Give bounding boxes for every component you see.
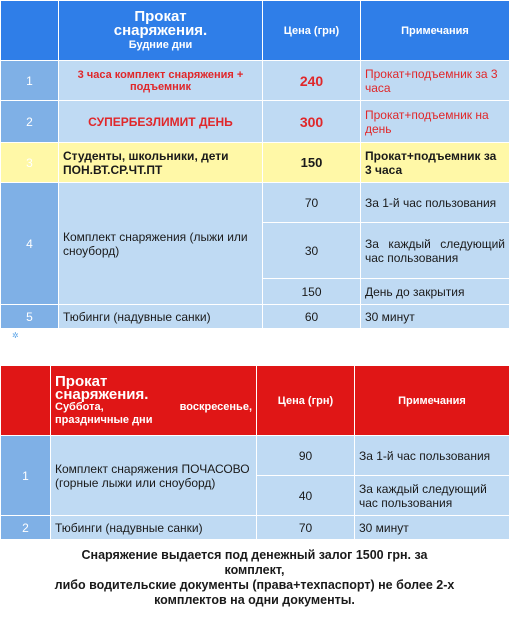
item-note: За 1-й час пользования [355, 436, 509, 476]
item-note: Прокат+подъемник за 3 часа [361, 143, 509, 183]
item-price: 90 [257, 436, 355, 476]
item-note: 30 минут [355, 516, 509, 540]
snowflake-icon: ✲ [12, 331, 19, 340]
deposit-line4: комплектов на одни документы. [154, 593, 355, 607]
table-row [1, 516, 509, 540]
row-number: 5 [1, 305, 59, 329]
item-price: 300 [263, 101, 361, 143]
item-name: Студенты, школьники, дети ПОН.ВТ.СР.ЧТ.ПТ [59, 143, 263, 183]
weekday-title [59, 1, 263, 61]
item-price: 240 [263, 61, 361, 101]
deposit-note [0, 548, 509, 608]
item-price: 150 [263, 143, 361, 183]
weekend-title [51, 366, 257, 436]
deposit-line2: комплект, [224, 563, 285, 577]
col-notes-header: Примечания [361, 1, 509, 61]
item-note: За 1-й час пользования [361, 183, 509, 223]
item-note: Прокат+подъемник за 3 часа [361, 61, 509, 101]
item-name: 3 часа комплект снаряжения + подъемник [59, 61, 263, 101]
table-row [1, 305, 509, 329]
row-number: 2 [1, 101, 59, 143]
title-line2: снаряжения. [113, 21, 208, 39]
col-price-header: Цена (грн) [257, 366, 355, 436]
item-price: 150 [263, 279, 361, 305]
title-line2: снаряжения. [55, 385, 149, 403]
item-name: Тюбинги (надувные санки) [51, 516, 257, 540]
weekend-subtitle [55, 401, 252, 414]
col-price-header: Цена (грн) [263, 1, 361, 61]
row-number: 1 [1, 436, 51, 516]
title-line1: Прокат [134, 7, 187, 25]
col-notes-header: Примечания [355, 366, 509, 436]
subtitle-holidays: праздничные дни [55, 413, 153, 426]
header-spacer [1, 1, 59, 61]
table-row [1, 436, 509, 476]
item-price: 70 [263, 183, 361, 223]
weekend-price-table [0, 365, 509, 540]
item-price: 40 [257, 476, 355, 516]
row-number: 3 [1, 143, 59, 183]
header-spacer [1, 366, 51, 436]
item-note: За каждый следующий час пользования [361, 223, 509, 279]
item-name: Тюбинги (надувные санки) [59, 305, 263, 329]
title-line1: Прокат [55, 372, 108, 390]
item-note: День до закрытия [361, 279, 509, 305]
table-row [1, 143, 509, 183]
item-note: Прокат+подъемник на день [361, 101, 509, 143]
item-name: Комплект снаряжения ПОЧАСОВО (горные лыжи или сноуборд) [51, 436, 257, 516]
item-name: Комплект снаряжения (лыжи или сноуборд) [59, 183, 263, 305]
item-name: СУПЕРБЕЗЛИМИТ ДЕНЬ [59, 101, 263, 143]
weekday-subtitle: Будние дни [128, 38, 193, 51]
item-price: 60 [263, 305, 361, 329]
item-note: За каждый следующий час пользования [355, 476, 509, 516]
row-number: 2 [1, 516, 51, 540]
table-row [1, 61, 509, 101]
deposit-line3: либо водительские документы (права+техпаспорт) не более 2-х [54, 578, 455, 592]
table-row [1, 183, 509, 223]
item-price: 30 [263, 223, 361, 279]
row-number: 1 [1, 61, 59, 101]
item-note: 30 минут [361, 305, 509, 329]
table-row [1, 101, 509, 143]
row-number: 4 [1, 183, 59, 305]
subtitle-saturday: Суббота, [55, 400, 104, 413]
deposit-line1: Снаряжение выдается под денежный залог 1500 грн. за [81, 548, 428, 562]
subtitle-sunday: воскресенье, [179, 400, 252, 413]
item-price: 70 [257, 516, 355, 540]
